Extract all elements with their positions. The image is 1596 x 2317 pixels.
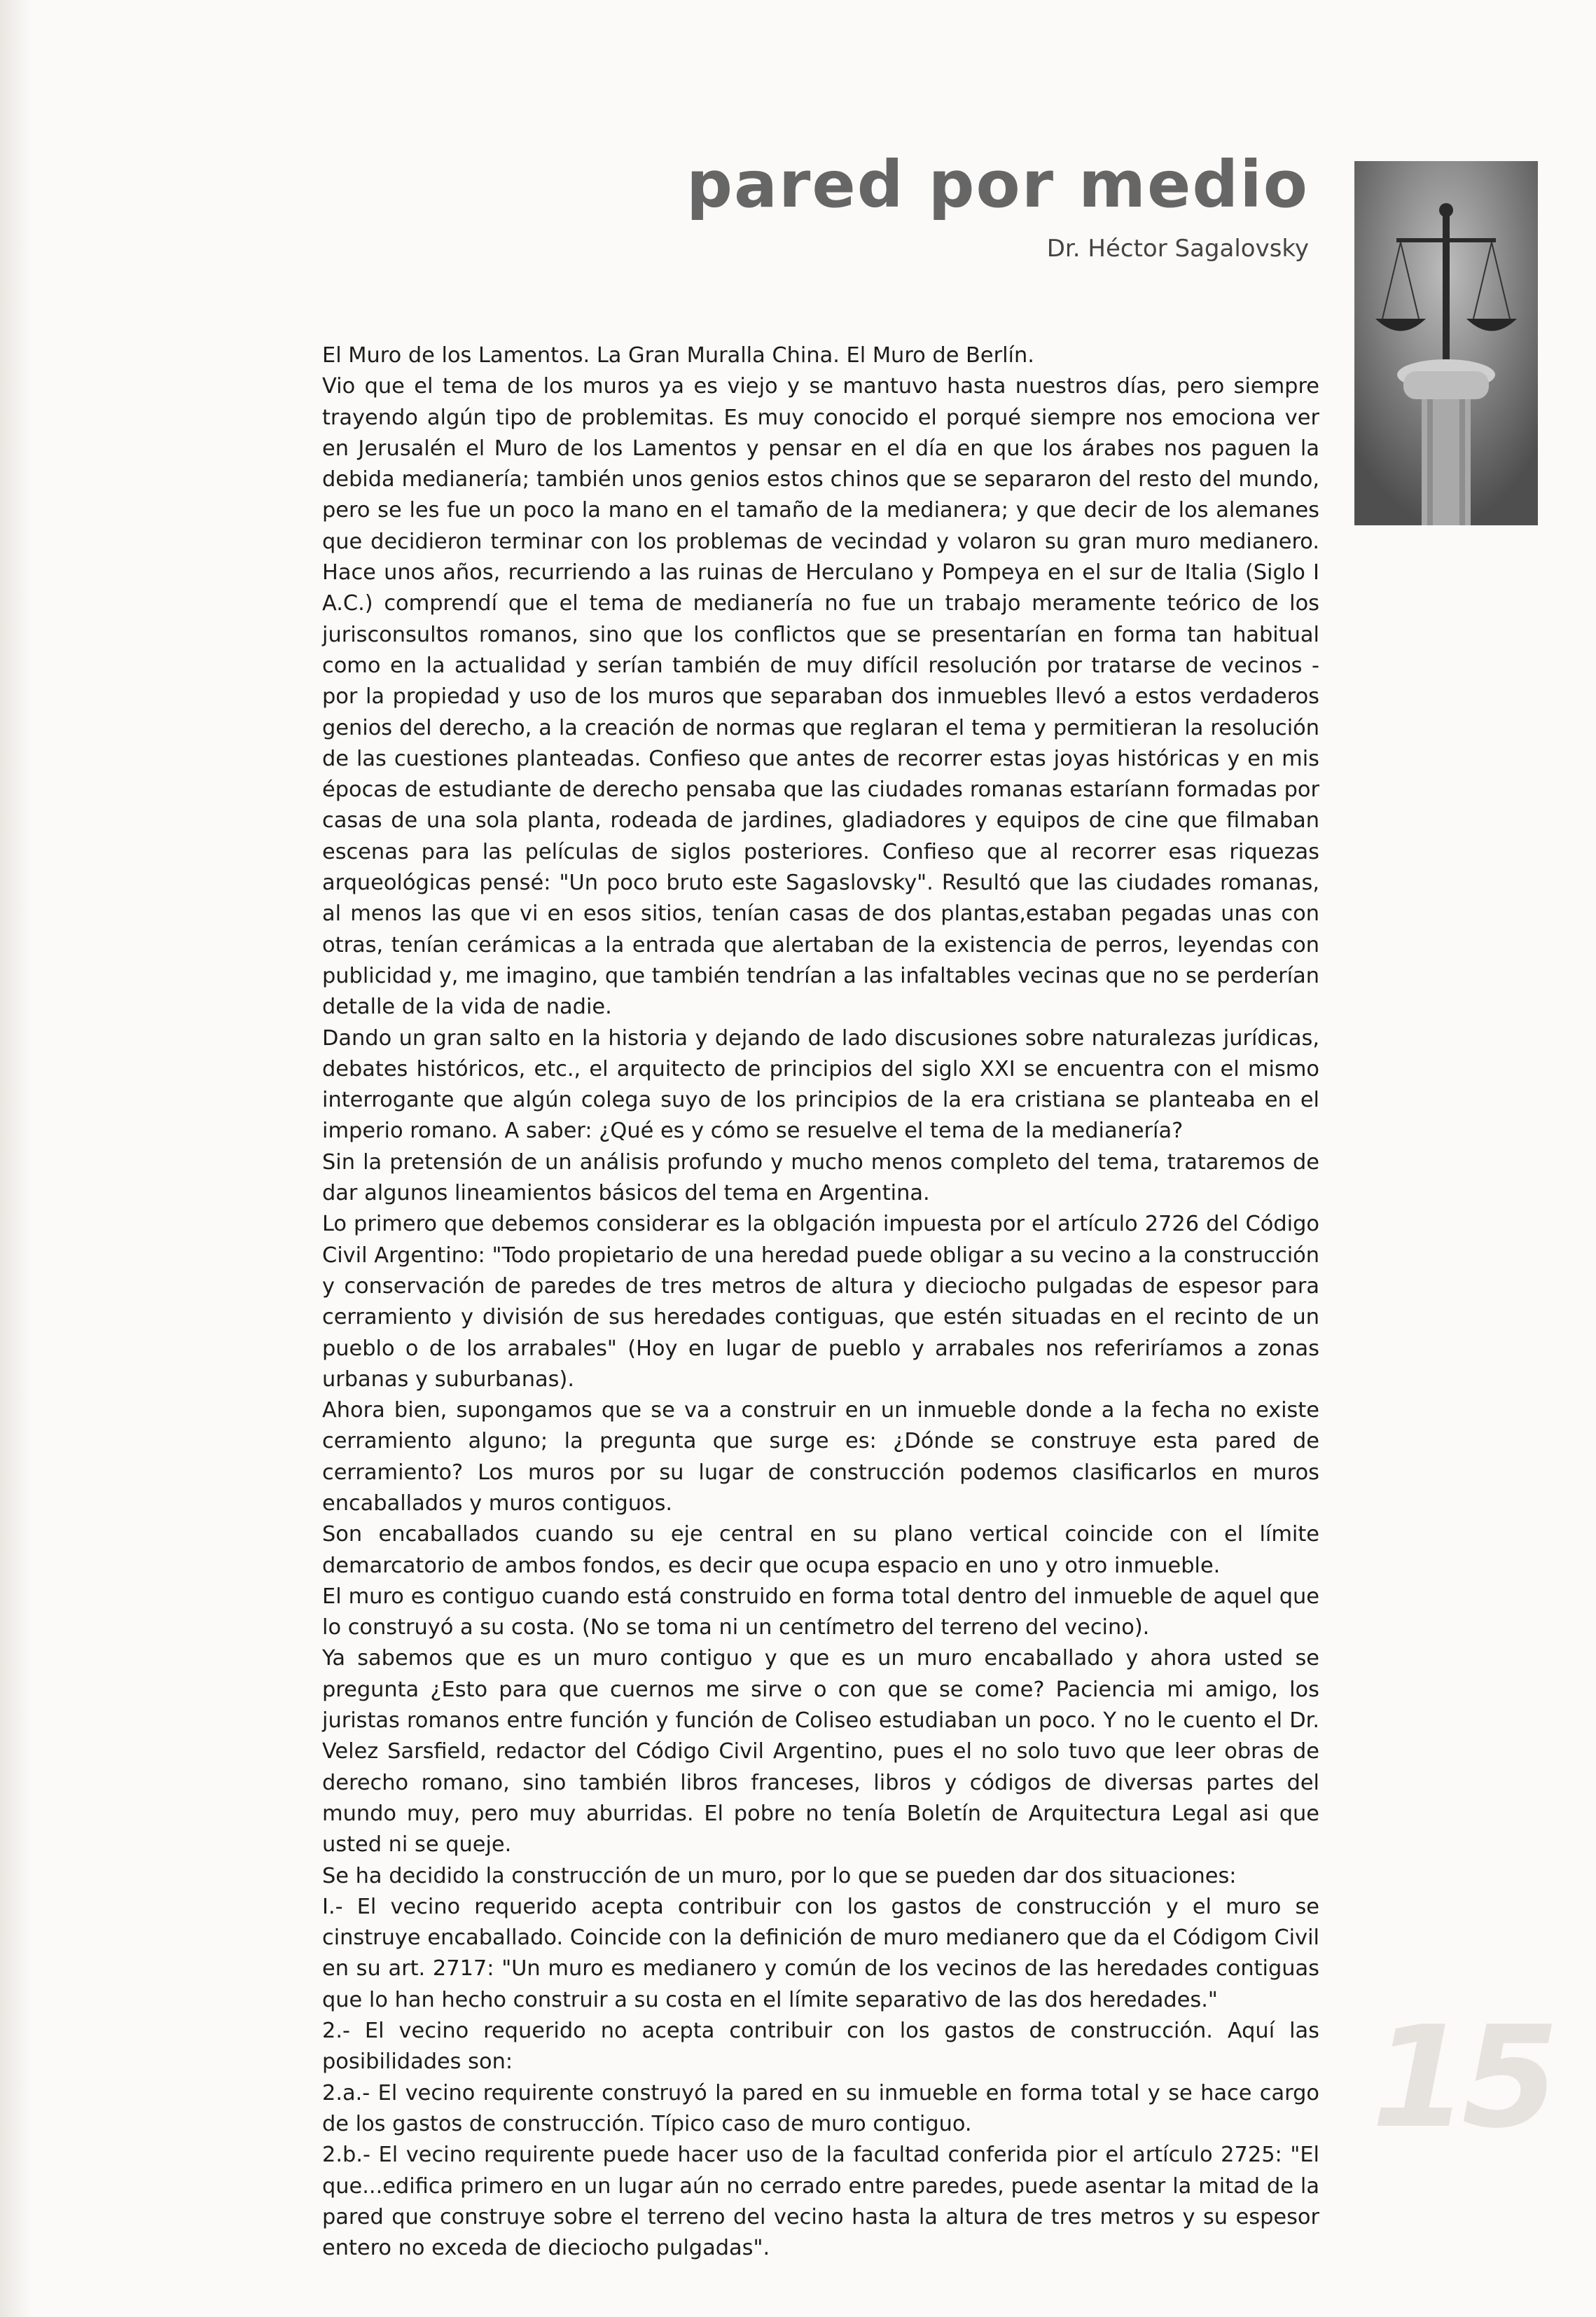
paragraph: 2.a.- El vecino requirente construyó la pared en su inmueble en forma total y se hace cargo de los gastos de construcción. Típico caso de muro contiguo. <box>322 2080 1319 2136</box>
paragraph: 2.b.- El vecino requirente puede hacer uso de la facultad conferida pior el artículo 2725: "El que...edifica primero en un lugar aún no cerrado entre paredes, puede asentar la mitad de la pared que construye sobre el terreno del vecino hasta la altura de tres metros y su espesor entero no exceda de dieciocho pulgadas". <box>322 2143 1319 2261</box>
paragraph: 2.- El vecino requerido no acepta contribuir con los gastos de construcción. Aquí las posibilidades son: <box>322 2019 1319 2075</box>
paragraph: Vio que el tema de los muros ya es viejo y se mantuvo hasta nuestros días, pero siempre trayendo algún tipo de problemitas. Es muy conocido el porqué siempre nos emociona ver en Jerusalén el Muro de los Lamentos y pensar en el día en que los árabes nos paguen la debida medianería; también unos genios estos chinos que se separaron del resto del mundo, pero se les fue un poco la mano en el tamaño de la medianera; y que decir de los alemanes que decidieron terminar con los problemas de vecindad y volaron su gran muro medianero. Hace unos años, recurriendo a las ruinas de Herculano y Pompeya en el sur de Italia (Siglo I A.C.) comprendí que el tema de medianería no fue un trabajo meramente teórico de los jurisconsultos romanos, sino que los conflictos que se presentarían en forma tan habitual como en la actualidad y serían también de muy difícil resolución por tratarse de vecinos - por la propiedad y uso de los muros que separaban dos inmuebles llevó a estos verdaderos genios del derecho, a la creación de normas que reglaran el tema y permitieran la resolución de las cuestiones planteadas. Confieso que antes de recorrer estas joyas históricas y en mis épocas de estudiante de derecho pensaba que las ciudades romanas estaríann formadas por casas de una sola planta, rodeada de jardines, gladiadores y equipos de cine que filmaban escenas para las películas de siglos posteriores. Confieso que al recorrer esas riquezas arqueológicas pensé: "Un poco bruto este Sagaslovsky". Resultó que las ciudades romanas, al menos las que vi en esos sitios, tenían casas de dos plantas,estaban pegadas unas con otras, tenían cerámicas a la entrada que alertaban de la existencia de perros, leyendas con publicidad y, me imagino, que también tendrían a las infaltables vecinas que no se perderían detalle de la vida de nadie. <box>322 374 1319 1020</box>
paragraph: Ahora bien, supongamos que se va a construir en un inmueble donde a la fecha no existe cerramiento alguno; la pregunta que surge es: ¿Dónde se construye esta pared de cerramiento? Los muros por su lugar de construcción podemos clasificarlos en muros encaballados y muros contiguos. <box>322 1398 1319 1516</box>
article-body <box>322 340 1319 2264</box>
paragraph: I.- El vecino requerido acepta contribuir con los gastos de construcción y el muro se cinstruye encaballado. Coincide con la definición de muro medianero que da el Códigom Civil en su art. 2717: "Un muro es medianero y común de los vecinos de las heredades contiguas que lo han hecho construir a su costa en el límite separativo de las dos heredades." <box>322 1894 1319 2012</box>
paragraph: Sin la pretensión de un análisis profundo y mucho menos completo del tema, trataremos de dar algunos lineamientos básicos del tema en Argentina. <box>322 1149 1319 1206</box>
page-edge <box>0 0 31 2317</box>
scales-of-justice-icon <box>1354 161 1538 525</box>
paragraph: Ya sabemos que es un muro contiguo y que es un muro encaballado y ahora usted se pregunta ¿Esto para que cuernos me sirve o con que se come? Paciencia mi amigo, los juristas romanos entre función y función de Coliseo estudiaban un poco. Y no le cuento el Dr. Velez Sarsfield, redactor del Código Civil Argentino, pues el no solo tuvo que leer obras de derecho romano, sino también libros franceses, libros y códigos de diversas partes del mundo muy, pero muy aburridas. El pobre no tenía Boletín de Arquitectura Legal asi que usted ni se queje. <box>322 1646 1319 1858</box>
paragraph: Son encaballados cuando su eje central en su plano vertical coincide con el límite demarcatorio de ambos fondos, es decir que ocupa espacio en uno y otro inmueble. <box>322 1522 1319 1578</box>
paragraph: Lo primero que debemos considerar es la oblgación impuesta por el artículo 2726 del Código Civil Argentino: "Todo propietario de una heredad puede obligar a su vecino a la construcción y conservación de paredes de tres metros de altura y dieciocho pulgadas de espesor para cerramiento y división de sus heredades contiguas, que estén situadas en el recinto de un pueblo o de los arrabales" (Hoy en lugar de pueblo y arrabales nos referiríamos a zonas urbanas y suburbanas). <box>322 1212 1319 1392</box>
paragraph: El muro es contiguo cuando está construido en forma total dentro del inmueble de aquel que lo construyó a su costa. (No se toma ni un centímetro del terreno del vecino). <box>322 1584 1319 1640</box>
paragraph: El Muro de los Lamentos. La Gran Muralla China. El Muro de Berlín. <box>322 343 1034 368</box>
article-title: pared por medio <box>686 147 1309 222</box>
paragraph: Se ha decidido la construcción de un muro, por lo que se pueden dar dos situaciones: <box>322 1863 1237 1888</box>
article-author: Dr. Héctor Sagalovsky <box>1046 235 1309 263</box>
paragraph: Dando un gran salto en la historia y dejando de lado discusiones sobre naturalezas jurídicas, debates históricos, etc., el arquitecto de principios del siglo XXI se encuentra con el mismo interrogante que algún colega suyo de los principios de la era cristiana se planteaba en el imperio romano. A saber: ¿Qué es y cómo se resuelve el tema de la medianería? <box>322 1025 1319 1144</box>
page-number: 15 <box>1371 1996 1553 2159</box>
